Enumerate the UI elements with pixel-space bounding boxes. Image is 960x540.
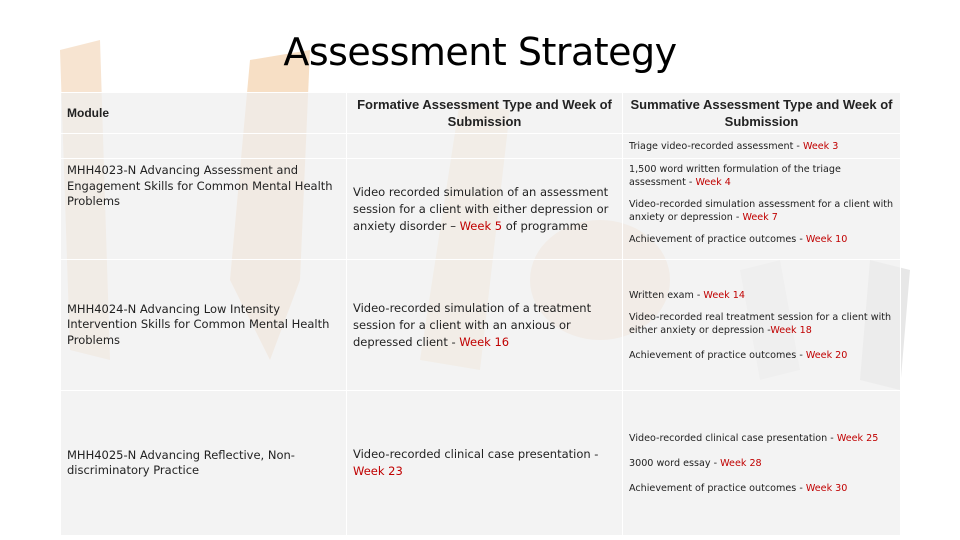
formative-text: Video-recorded simulation of a treatment session for a client with an anxious or depressed client - (353, 300, 592, 349)
summative-text: 3000 word essay - (629, 457, 721, 469)
module-cell-empty (61, 134, 347, 159)
summative-week: Week 14 (703, 289, 745, 301)
formative-week: Week 5 (459, 218, 503, 233)
summative-item (629, 432, 894, 445)
summative-item (629, 163, 894, 189)
header-summative: Summative Assessment Type and Week of Submission (623, 93, 901, 134)
table-row (61, 159, 901, 260)
header-module: Module (61, 93, 347, 134)
formative-cell (347, 159, 623, 260)
summative-item (629, 311, 894, 337)
module-cell: MHH4024-N Advancing Low Intensity Intervention Skills for Common Mental Health Problems (61, 260, 347, 391)
summative-text: Achievement of practice outcomes - (629, 349, 806, 361)
summative-week: Week 3 (802, 140, 839, 152)
summative-week: Week 18 (770, 324, 812, 336)
summative-item (629, 457, 894, 470)
formative-cell (347, 260, 623, 391)
formative-week: Week 23 (353, 464, 403, 478)
summative-text: Triage video-recorded assessment - (629, 140, 803, 152)
summative-cell (623, 159, 901, 260)
assessment-table (60, 92, 901, 536)
table-row (61, 391, 901, 536)
summative-week: Week 4 (695, 177, 731, 188)
formative-week: Week 16 (459, 334, 510, 349)
summative-item (629, 233, 894, 246)
summative-week: Week 7 (742, 212, 778, 223)
summative-text: Video-recorded real treatment session for a client with either anxiety or depression - (629, 311, 892, 336)
formative-cell (347, 391, 623, 536)
table-row (61, 260, 901, 391)
summative-text: Achievement of practice outcomes - (629, 234, 806, 245)
header-formative: Formative Assessment Type and Week of Submission (347, 93, 623, 134)
module-cell: MHH4025-N Advancing Reflective, Non-discriminatory Practice (61, 391, 347, 536)
summative-week: Week 25 (836, 432, 879, 444)
summative-text: Video-recorded clinical case presentation - (629, 432, 837, 444)
summative-cell (623, 260, 901, 391)
summative-item (629, 349, 894, 362)
summative-week: Week 10 (805, 234, 848, 245)
table-row (61, 134, 901, 159)
summative-cell (623, 134, 901, 159)
summative-item (629, 289, 894, 302)
summative-week: Week 30 (805, 482, 848, 494)
summative-text: Video-recorded simulation assessment for a client with anxiety or depression - (629, 199, 894, 223)
summative-week: Week 28 (720, 457, 762, 469)
summative-text: Achievement of practice outcomes - (629, 482, 806, 494)
page-title: Assessment Strategy (283, 30, 677, 74)
formative-text: Video-recorded clinical case presentation - (353, 447, 599, 461)
summative-text: Written exam - (629, 289, 704, 301)
table-header-row (61, 93, 901, 134)
module-cell: MHH4023-N Advancing Assessment and Engagement Skills for Common Mental Health Problems (61, 159, 347, 260)
formative-text: Video recorded simulation of an assessment session for a client with either depression or anxiety disorder – (353, 184, 609, 233)
formative-suffix: of programme (502, 218, 588, 233)
summative-text: 1,500 word written formulation of the triage assessment - (629, 164, 841, 188)
summative-item (629, 482, 894, 495)
summative-cell (623, 391, 901, 536)
summative-item (629, 198, 894, 224)
formative-cell-empty (347, 134, 623, 159)
summative-week: Week 20 (805, 349, 848, 361)
